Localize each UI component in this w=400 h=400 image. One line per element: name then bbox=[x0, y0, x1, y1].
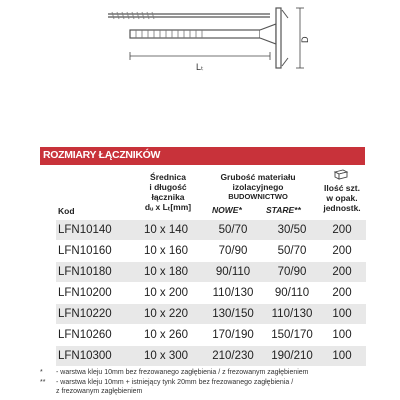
head-inner bbox=[282, 10, 288, 18]
screw-thread bbox=[112, 12, 154, 19]
size-table bbox=[56, 219, 366, 366]
cell-qty: 100 bbox=[332, 350, 352, 362]
header-thickness-line-3: BUDOWNICTWO bbox=[228, 192, 288, 201]
cell-kod: LFN10180 bbox=[58, 266, 112, 278]
cell-dim: 10 x 180 bbox=[143, 266, 189, 278]
cell-kod: LFN10140 bbox=[58, 224, 112, 236]
dim-l-label: Lₜ bbox=[196, 62, 204, 72]
cell-stare: 110/130 bbox=[271, 308, 313, 320]
table-row bbox=[56, 219, 366, 240]
footnote-1-text: - warstwa kleju 10mm bez frezowanego zagłębienia / z frezowanym zagłębieniem bbox=[56, 369, 309, 376]
table-row bbox=[56, 240, 366, 261]
header-thickness-line-2: izolacyjnego bbox=[232, 182, 284, 192]
cell-kod: LFN10260 bbox=[58, 329, 112, 341]
header-quantity-line-3: jednostk. bbox=[323, 203, 361, 213]
cell-stare: 90/110 bbox=[274, 287, 310, 299]
table-row bbox=[56, 345, 366, 366]
dim-d-label: D bbox=[300, 36, 310, 43]
cell-qty: 200 bbox=[332, 245, 352, 257]
header-thickness bbox=[198, 172, 318, 202]
footnote-2-mark: ** bbox=[40, 379, 46, 386]
header-quantity-line-2: w opak. bbox=[326, 193, 358, 203]
header-stare: STARE** bbox=[266, 205, 301, 215]
cell-dim: 10 x 200 bbox=[143, 287, 189, 299]
cell-dim: 10 x 300 bbox=[143, 350, 189, 362]
footnote-1-mark: * bbox=[40, 369, 43, 376]
cell-qty: 100 bbox=[332, 308, 352, 320]
cell-nowe: 130/150 bbox=[212, 308, 254, 320]
anchor-head bbox=[276, 8, 281, 68]
section-title: ROZMIARY ŁĄCZNIKÓW bbox=[43, 149, 161, 161]
cell-qty: 200 bbox=[332, 266, 352, 278]
box-icon bbox=[333, 168, 349, 180]
cell-nowe: 70/90 bbox=[218, 245, 248, 257]
table-row bbox=[56, 261, 366, 282]
cell-nowe: 110/130 bbox=[212, 287, 254, 299]
anchor-cone bbox=[260, 24, 276, 44]
cell-dim: 10 x 220 bbox=[143, 308, 189, 320]
anchor-sleeve bbox=[130, 30, 260, 38]
header-nowe: NOWE* bbox=[212, 205, 242, 215]
head-inner-2 bbox=[282, 58, 288, 66]
header-quantity-line-1: Ilość szt. bbox=[324, 183, 360, 193]
cell-nowe: 90/110 bbox=[215, 266, 251, 278]
cell-kod: LFN10200 bbox=[58, 287, 112, 299]
header-diameter-line-1: Średnica bbox=[150, 172, 186, 182]
cell-nowe: 210/230 bbox=[212, 350, 254, 362]
cell-kod: LFN10220 bbox=[58, 308, 112, 320]
header-kod: Kod bbox=[58, 206, 75, 216]
cell-stare: 50/70 bbox=[277, 245, 307, 257]
cell-dim: 10 x 260 bbox=[143, 329, 189, 341]
footnote-2-continued: z frezowanym zagłębieniem bbox=[56, 388, 143, 395]
cell-qty: 200 bbox=[332, 224, 352, 236]
cell-kod: LFN10300 bbox=[58, 350, 112, 362]
cell-nowe: 50/70 bbox=[218, 224, 248, 236]
cell-nowe: 170/190 bbox=[212, 329, 254, 341]
cell-qty: 200 bbox=[332, 287, 352, 299]
header-quantity bbox=[316, 183, 368, 213]
table-row bbox=[56, 282, 366, 303]
table-row bbox=[56, 324, 366, 345]
fastener-drawing bbox=[0, 0, 400, 80]
header-diameter-line-2: i długość bbox=[149, 182, 187, 192]
cell-dim: 10 x 140 bbox=[143, 224, 189, 236]
cell-stare: 150/170 bbox=[271, 329, 313, 341]
cell-dim: 10 x 160 bbox=[143, 245, 189, 257]
cell-stare: 190/210 bbox=[271, 350, 313, 362]
cell-kod: LFN10160 bbox=[58, 245, 112, 257]
footnote-2-text: - warstwa kleju 10mm + istniejący tynk 20mm bez frezowanego zagłębienia / bbox=[56, 379, 294, 386]
footnote-1 bbox=[40, 368, 309, 377]
table-row bbox=[56, 303, 366, 324]
section-header-bar bbox=[40, 147, 365, 165]
cell-qty: 100 bbox=[332, 329, 352, 341]
cell-stare: 70/90 bbox=[277, 266, 307, 278]
header-thickness-line-1: Grubość materiału bbox=[220, 172, 296, 182]
footnote-2 bbox=[40, 378, 293, 387]
header-diameter-line-4: dᵤ x Lₜ[mm] bbox=[144, 202, 192, 212]
header-diameter-line-3: łącznika bbox=[151, 192, 185, 202]
cell-stare: 30/50 bbox=[277, 224, 307, 236]
